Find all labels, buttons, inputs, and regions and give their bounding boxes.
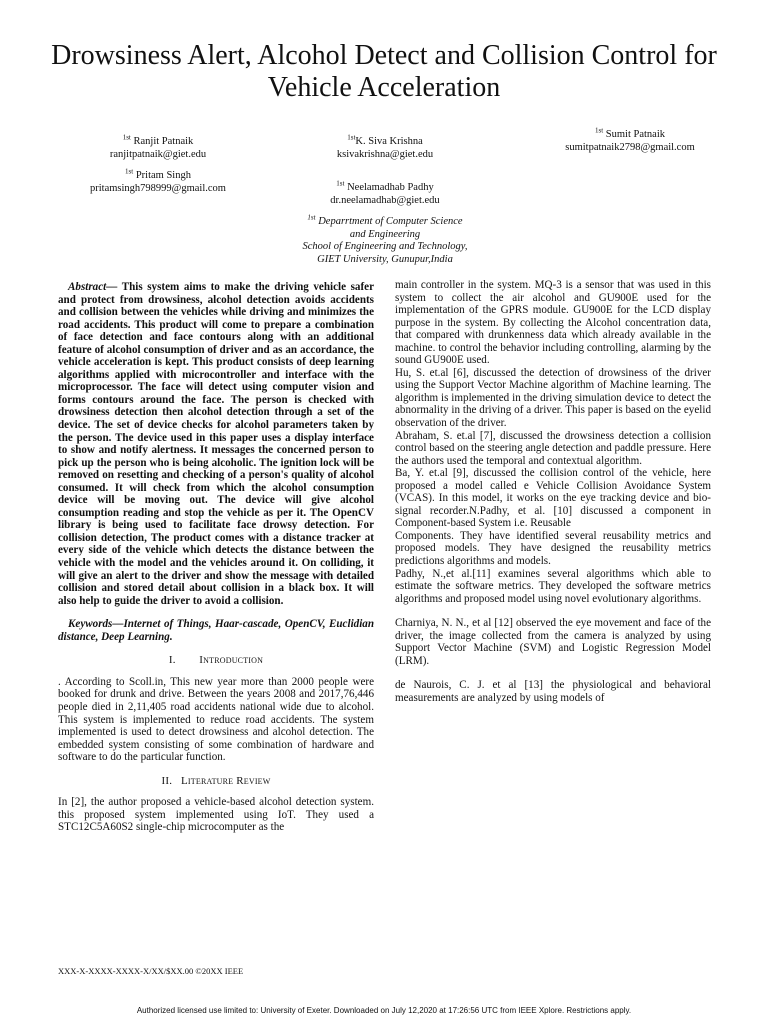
author-block: [285, 133, 485, 161]
author-superscript: 1st: [347, 133, 356, 142]
author-block: [58, 133, 258, 161]
affiliation-university: GIET University, Gunupur,India: [317, 253, 453, 265]
license-notice: Authorized licensed use limited to: University of Exeter. Downloaded on July 12,2020 at 17:26:56 UTC from IEEE Xplore. Restrictions apply.: [136, 1006, 632, 1015]
section-heading-introduction: I. Introduction: [168, 654, 264, 667]
author-email: pritamsingh798999@gmail.com: [90, 182, 226, 194]
copyright-footer: XXX-X-XXXX-XXXX-X/XX/$XX.00 ©20XX IEEE: [58, 966, 244, 976]
abstract-label: Abstract—: [68, 281, 118, 293]
author-block: [58, 167, 258, 195]
author-email: ksivakrishna@giet.edu: [336, 148, 434, 160]
author-email: ranjitpatnaik@giet.edu: [109, 148, 207, 160]
paragraph: Hu, S. et.al [6], discussed the detection of drowsiness of the driver using the Support Vector Machine algorithm of Machine learning. The algorithm is implemented in the driving simulation device to detect the abnormality in the driving of a driver. This paper is based on the eyelid observation of the driver.: [395, 366, 711, 430]
author-superscript: 1st: [594, 126, 604, 135]
author-name: K. Siva Krishna: [355, 136, 423, 147]
affiliation-school: School of Engineering and Technology,: [302, 241, 468, 252]
author-email: sumitpatnaik2798@gmail.com: [565, 141, 695, 153]
author-block: [285, 179, 485, 207]
paragraph: main controller in the system. MQ-3 is a sensor that was used in this system to collect the air alcohol and GU900E used for the implementation of the GPRS module. GU900E for the LCD display purpose in the system. By collecting the Alcohol concentration data, that compared with drunkenness data which already available in the machine. to control the behavior including controlling, alarming by the sound GU900E used.: [395, 279, 711, 367]
affiliation-superscript: 1st: [307, 213, 316, 222]
author-superscript: 1st: [122, 133, 131, 142]
paragraph: Components. They have identified several reusability metrics and proposed models. They have designed the reusability metrics predictions algorithms and models.: [395, 529, 711, 568]
author-superscript: 1st: [336, 179, 345, 188]
affiliation-dept: Deparrtment of Computer Science: [318, 216, 463, 227]
paragraph: Abraham, S. et.al [7], discussed the drowsiness detection a collision control based on the steering angle detection and paddle pressure. Here the authors used the temporal and contextual algorithm.: [395, 429, 711, 467]
paragraph: Padhy, N.,et al.[11] examines several algorithms which able to estimate the software metrics. They developed the software metrics algorithms and proposed model using novel evolutionary algorithms.: [395, 567, 711, 605]
author-name: Ranjit Patnaik: [133, 136, 194, 147]
abstract: [58, 281, 374, 607]
paragraph: Charniya, N. N., et al [12] observed the eye movement and face of the driver, the image collected from the camera is analyzed by using Support Vector Machine (SVM) and Logistic Regression Model (LRM).: [395, 617, 711, 667]
affiliation: [270, 213, 500, 266]
abstract-text: This system aims to make the driving vehicle safer and protect from drowsiness, alcohol detection avoids accidents and collision between the vehicles while driving and minimizes the road accidents. This product will come to prepare a combination of face detection and face contours along with an additional feature of alcohol consumption of driver and as an accordance, the vehicle acceleration is kept. This product consists of deep learning algorithms applied with microcontroller and interface with the microprocessor. The face will detect using computer vision and forms contours around the face. The person is checked with drowsiness detection then alcohol detection through a set of the device. The set of device checks for alcohol parameters taken by the person. The device used in this paper uses a display interface to show and notify alertness. It messages the concerned person to pick up the person who is being alcoholic. The ignition lock will be removed on resetting and checking of a person's quality of alcohol consumed. It will check from which the alcohol consumption device will be moving out. The device will give alcohol consumption reading and stop the vehicle as per it. The OpenCV library is being used to facilitate face drowsy detection. For collision detection, The product comes with a distance tracker at every side of the vehicle which detects the distance between the vehicle with the model and the vehicles around it. On colliding, it will give an alert to the driver and show the message with detailed collision and stored detail about collision in a black box. It will also help to guide the driver to avoid a collision.: [58, 281, 374, 607]
right-column: [395, 279, 711, 705]
author-name: Neelamadhab Padhy: [347, 182, 434, 193]
introduction-text: . According to Scoll.in, This new year more than 2000 people were booked for drunk and drive. Between the years 2008 and 2017,76,446 people died in 2,11,405 road accidents national wide due to alcohol. This system is implemented to reduce road accidents. The system implemented is used to detect drowsiness and alcohol detection. The embedded system consisting of some combination of hardware and software to do the particular function.: [58, 675, 374, 764]
keywords: Keywords—Internet of Things, Haar-cascade, OpenCV, Euclidian distance, Deep Learning.: [58, 618, 374, 643]
author-superscript: 1st: [125, 167, 134, 176]
paper-title: Drowsiness Alert, Alcohol Detect and Collision Control for Vehicle Acceleration: [51, 40, 717, 103]
author-block: [530, 126, 730, 154]
author-name: Sumit Patnaik: [605, 129, 665, 140]
literature-review-text: In [2], the author proposed a vehicle-based alcohol detection system. this proposed system implemented using IoT. They used a STC12C5A60S2 single-chip microcomputer as the: [58, 796, 374, 834]
paragraph: de Naurois, C. J. et al [13] the physiological and behavioral measurements are analyzed by using models of: [395, 679, 711, 704]
paragraph: Ba, Y. et.al [9], discussed the collision control of the vehicle, here proposed a model called e Vehicle Collision Avoidance System (VCAS). In this model, it works on the eye tracking device and bio-signal recorder.N.Padhy, et al. [10] discussed a component in Component-based System i.e. Reusable: [395, 467, 711, 530]
left-column: [58, 281, 374, 834]
section-heading-literature-review: II. Literature Review: [161, 774, 271, 787]
affiliation-dept2: and Engineering: [349, 228, 421, 240]
author-email: dr.neelamadhab@giet.edu: [330, 194, 440, 206]
author-name: Pritam Singh: [135, 170, 191, 181]
